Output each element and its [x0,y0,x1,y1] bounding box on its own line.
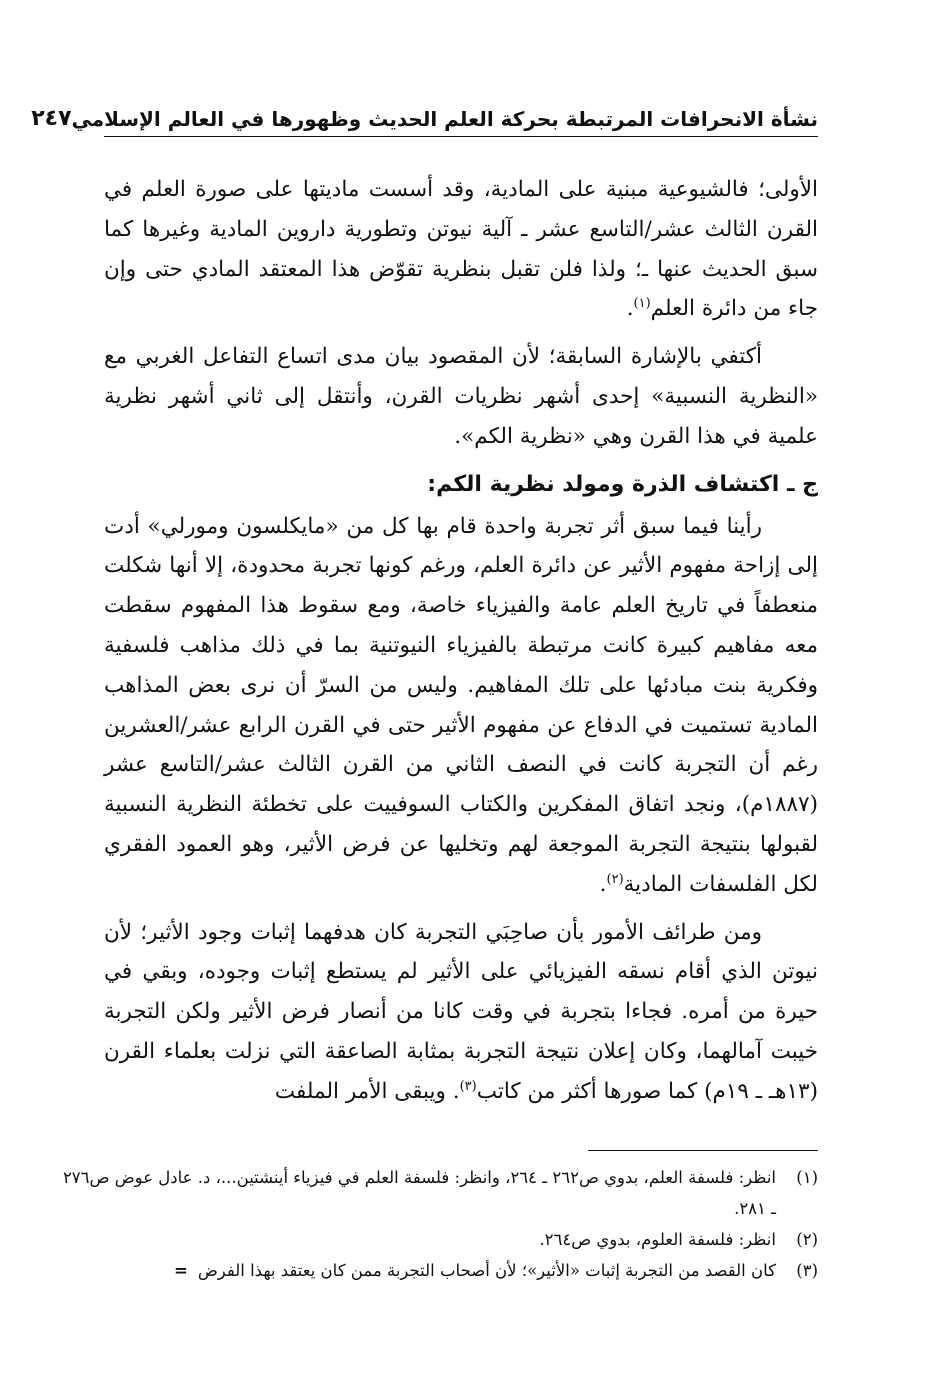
paragraph-text: ومن طرائف الأمور بأن صاحِبَي التجربة كان هدفهما إثبات وجود الأثير؛ لأن نيوتن الذي أقام نسقه الفيزيائي على الأثير لم يستطع إثبات وجوده، وبقي في حيرة من أمره. فجاءا بتجربة في وقت كانا من أنصار فرض الأثير ولكن التجربة خيبت آمالهما، وكان إعلان نتيجة التجربة بمثابة الصاعقة التي نزلت بعلماء القرن (١٣هـ ـ ١٩م) كما صورها أكثر من كاتب [104,919,818,1104]
paragraph [104,507,818,905]
paragraph-text: الأولى؛ فالشيوعية مبنية على المادية، وقد أسست ماديتها على صورة العلم في القرن الثالث عشر/التاسع عشر ـ آلية نيوتن وتطورية داروين المادية وغيرها كما سبق الحديث عنها ـ؛ ولذا فلن تقبل بنظرية تقوّض هذا المعتقد المادي حتى وإن جاء من دائرة العلم [104,177,818,322]
continuation-mark: = [174,1261,188,1280]
paragraph-text: أكتفي بالإشارة السابقة؛ لأن المقصود بيان مدى اتساع التفاعل الغربي مع «النظرية النسبية» إحدى أشهر نظريات القرن، وأنتقل إلى ثاني أشهر نظرية علمية في هذا القرن وهي «نظرية الكم». [104,344,818,449]
running-header-title: نشأة الانحرافات المرتبطة بحركة العلم الحديث وظهورها في العالم الإسلامي [71,107,818,131]
body-text [104,170,818,1112]
footnotes [60,1162,818,1286]
footnote-text: انظر: فلسفة العلوم، بدوي ص٢٦٤. [539,1230,776,1249]
footnote [60,1255,818,1286]
footnote-number: (١) [796,1168,818,1187]
footnote-reference: (١) [633,296,651,312]
paragraph-ending: . [599,871,607,897]
paragraph [104,337,818,456]
footnote-text [60,1255,776,1286]
footnote-number: (٢) [796,1230,818,1249]
paragraph [104,170,818,329]
section-heading: ج ـ اكتشاف الذرة ومولد نظرية الكم: [427,471,818,497]
footnote-number: (٣) [796,1261,818,1280]
footnote [60,1162,818,1224]
running-header [31,96,818,137]
footnote-reference: (٢) [606,871,624,887]
paragraph [104,913,818,1112]
page-number: ٢٤٧ [31,106,72,131]
footnote-text-body: كان القصد من التجربة إثبات «الأثير»؛ لأن أصحاب التجربة ممن كان يعتقد بهذا الفرض [197,1261,776,1280]
footnote [60,1224,818,1255]
paragraph-ending: . ويبقى الأمر الملفت [274,1078,460,1104]
paragraph-text: رأينا فيما سبق أثر تجربة واحدة قام بها كل من «مايكلسون ومورلي» أدت إلى إزاحة مفهوم الأثير عن دائرة العلم، ورغم كونها تجربة محدودة، إلا أنها شكلت منعطفاً في تاريخ العلم عامة والفيزياء خاصة، ومع سقوط هذا المفهوم سقطت معه مفاهيم كبيرة كانت مرتبطة بالفيزياء النيوتنية بما في ذلك مذاهب فلسفية وفكرية بنت مبادئها على تلك المفاهيم. وليس من السرّ أن نرى بعض المذاهب المادية تستميت في الدفاع عن مفهوم الأثير حتى في القرن الرابع عشر/العشرين رغم أن التجربة كانت في النصف الثاني من القرن الثالث عشر/التاسع عشر (١٨٨٧م)، ونجد اتفاق المفكرين والكتاب السوفييت على تخطئة النظرية النسبية لقبولها بنتيجة التجربة الموجعة لهم وتخليها عن فرض الأثير، وهو العمود الفقري لكل الفلسفات المادية [104,513,818,897]
footnote-divider [588,1150,818,1151]
footnote-reference: (٣) [459,1078,477,1094]
paragraph-ending: . [626,296,634,322]
footnote-text: انظر: فلسفة العلم، بدوي ص٢٦٢ ـ ٢٦٤، وانظر: فلسفة العلم في فيزياء أينشتين...، د. عادل عوض ص٢٧٦ ـ ٢٨١. [62,1168,776,1218]
